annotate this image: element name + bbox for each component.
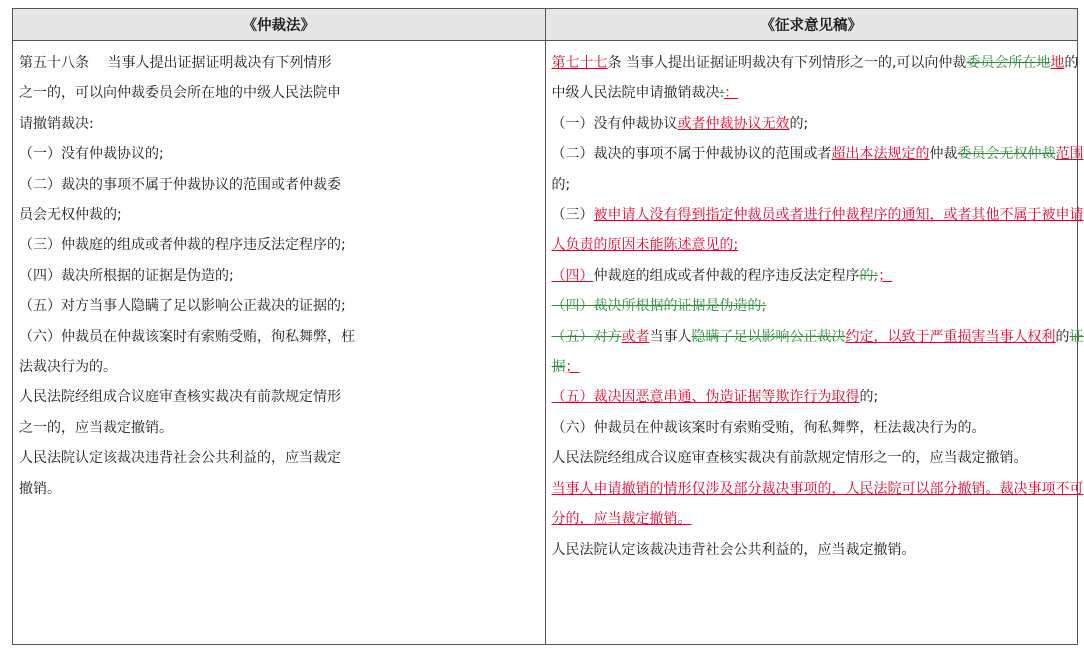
unchanged-text: （一）没有仲裁协议	[551, 115, 678, 132]
inserted-text: 当事人申请撤销的情形仅涉及部分裁决事项的，人民法院可以部分撤销。裁决事项不可	[551, 480, 1084, 497]
left-text-line: （三）仲裁庭的组成或者仲裁的程序违反法定程序的;	[19, 237, 346, 254]
left-column-header: 《仲裁法》	[13, 9, 546, 41]
inserted-text: （四）	[551, 267, 594, 284]
unchanged-text: 当事人	[649, 328, 692, 345]
inserted-text: 范围	[1055, 146, 1084, 163]
unchanged-text: （二）裁决的事项不属于仲裁协议的范围或者	[551, 146, 832, 163]
inserted-text: （五）裁决因恶意串通、伪造证据等欺诈行为取得	[551, 389, 860, 406]
right-text-line	[552, 535, 1072, 565]
right-text-line	[552, 78, 1072, 108]
unchanged-text: 的;	[551, 176, 571, 193]
unchanged-text: 中级人民法院申请撤销裁决	[551, 85, 720, 102]
unchanged-text: 的;	[789, 115, 809, 132]
right-text-line	[551, 139, 1084, 169]
right-text-line	[551, 474, 1084, 504]
left-text-line: 人民法院经组成合议庭审查核实裁决有前款规定情形	[19, 389, 341, 406]
unchanged-text: 的;	[859, 389, 879, 406]
right-text-line	[552, 230, 1072, 260]
inserted-text: 约定，以致于严重损害当事人权利	[845, 328, 1056, 345]
unchanged-text: 仲裁	[929, 146, 958, 163]
right-text-line	[551, 200, 1084, 230]
left-text-line: 请撤销裁决:	[19, 115, 94, 132]
unchanged-text: （三）	[551, 207, 594, 224]
left-text-line: 员会无权仲裁的;	[19, 207, 122, 224]
deleted-text: :	[719, 85, 725, 102]
deleted-text: 委员会无权仲裁	[957, 146, 1056, 163]
right-text-line	[552, 413, 1072, 443]
right-text-line	[552, 443, 1072, 473]
left-text-line: 第五十八条 当事人提出证据证明裁决有下列情形	[19, 55, 332, 71]
left-text-line: （二）裁决的事项不属于仲裁协议的范围或者仲裁委	[19, 176, 341, 193]
left-text-line: 之一的，可以向仲裁委员会所在地的中级人民法院申	[19, 85, 341, 102]
right-text-line	[552, 352, 1072, 382]
inserted-text: ；	[565, 359, 580, 376]
deleted-text: 委员会所在地	[966, 55, 1051, 71]
deleted-text: （五）对方	[551, 328, 622, 345]
right-column-header: 《征求意见稿》	[545, 9, 1078, 41]
arbitration-law-text	[13, 41, 546, 645]
right-text-line	[552, 382, 1072, 412]
left-text-line: 撤销。	[19, 480, 61, 497]
deleted-text: 的;	[859, 267, 879, 284]
left-text-line: （五）对方当事人隐瞒了足以影响公正裁决的证据的;	[19, 298, 346, 315]
unchanged-text: 的	[1064, 55, 1079, 71]
right-text-line	[551, 48, 1079, 78]
inserted-text: 地	[1050, 55, 1065, 71]
unchanged-text: 的	[1055, 328, 1070, 345]
deleted-text: 隐瞒了足以影响公正裁决	[691, 328, 846, 345]
unchanged-text: （六）仲裁员在仲裁该案时有索贿受贿，徇私舞弊，枉法裁决行为的。	[551, 419, 986, 436]
right-text-line	[552, 291, 1072, 321]
left-text-line: （一）没有仲裁协议的;	[19, 146, 164, 163]
deleted-text: （四）裁决所根据的证据是伪造的;	[551, 298, 767, 315]
left-text-line: 之一的，应当裁定撤销。	[19, 419, 173, 436]
inserted-text: 人负责的原因未能陈述意见的;	[551, 237, 739, 254]
left-text-line: （四）裁决所根据的证据是伪造的;	[19, 267, 234, 284]
comparison-table	[12, 8, 1084, 645]
header-row	[13, 9, 1078, 41]
deleted-text: 证	[1069, 328, 1084, 345]
left-text-line: 人民法院认定该裁决违背社会公共利益的，应当裁定	[19, 450, 341, 467]
unchanged-text: 仲裁庭的组成或者仲裁的程序违反法定程序	[593, 267, 860, 284]
deleted-text: 据	[551, 359, 566, 376]
inserted-text: 第七十七	[551, 55, 608, 71]
inserted-text: 或者	[621, 328, 650, 345]
draft-text	[545, 41, 1084, 645]
inserted-text: 超出本法规定的	[831, 146, 930, 163]
right-text-line	[551, 322, 1084, 352]
unchanged-text: 人民法院认定该裁决违背社会公共利益的，应当裁定撤销。	[551, 541, 916, 558]
inserted-text: 或者仲裁协议无效	[677, 115, 790, 132]
unchanged-text: 条 当事人提出证据证明裁决有下列情形之一的,可以向仲裁	[607, 55, 967, 71]
right-text-line	[552, 109, 1072, 139]
left-text-line: （六）仲裁员在仲裁该案时有索贿受贿，徇私舞弊，枉	[19, 328, 355, 345]
content-row	[13, 41, 1078, 645]
left-text-line: 法裁决行为的。	[19, 359, 117, 376]
right-text-line	[552, 261, 1072, 291]
right-text-line	[552, 504, 1072, 534]
inserted-text: ：	[724, 85, 739, 102]
inserted-text: ；	[878, 267, 893, 284]
right-text-line	[552, 170, 1072, 200]
unchanged-text: 人民法院经组成合议庭审查核实裁决有前款规定情形之一的，应当裁定撤销。	[551, 450, 1028, 467]
inserted-text: 被申请人没有得到指定仲裁员或者进行仲裁程序的通知，或者其他不属于被申请	[593, 207, 1084, 224]
inserted-text: 分的，应当裁定撤销。	[551, 511, 692, 528]
